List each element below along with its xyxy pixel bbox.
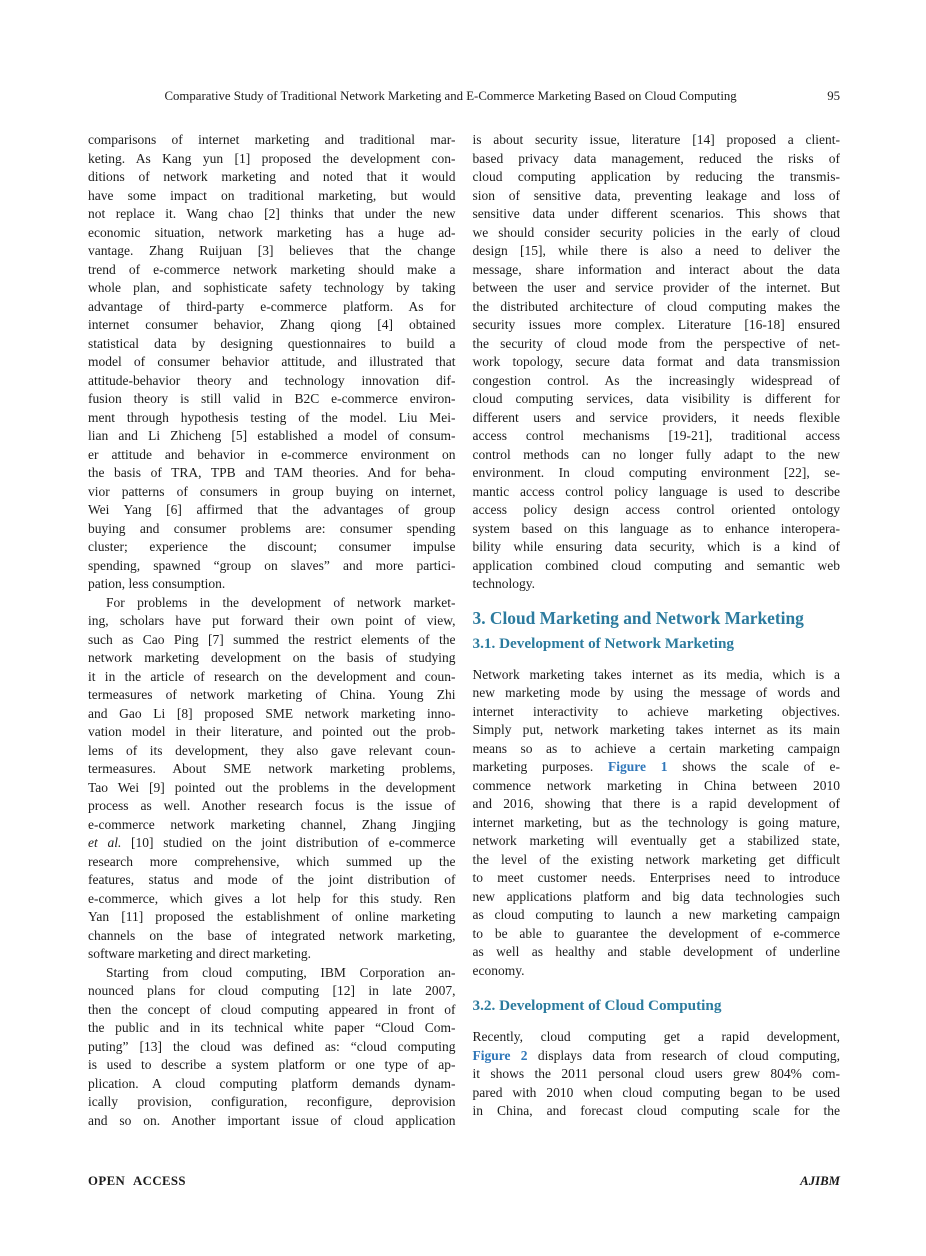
text-line: lian and Li Zhicheng [5] established a model of consum- [88,428,456,443]
text-line: process as well. Another research focus is the issue of [88,798,456,813]
text-line: design [15], while there is also a need to deliver the [472,243,840,258]
text-line: Tao Wei [9] pointed out the problems in the development [88,779,456,795]
text-line: sion of sensitive data, preventing leakage and loss of [472,187,840,203]
journal-label: AJIBM [800,1174,840,1188]
text-line: bility while ensuring data security, which is a kind of [472,539,840,554]
subsection-heading: 3.1. Development of Network Marketing [472,634,735,652]
text-segment: displays data from research of cloud computing, [527,1047,840,1063]
text-line: cluster; experience the discount; consumer impulse [88,539,456,554]
figure-link[interactable]: Figure 2 [472,1047,528,1063]
text-line: lems of its development, they also gave relevant coun- [88,742,456,758]
footer [88,1174,840,1189]
text-line: environment. In cloud computing environment [22], se- [472,465,840,480]
text-line: trend of e-commerce network marketing should make a [88,261,456,277]
text-line: ment through hypothesis testing of the model. Liu Mei- [88,409,456,425]
text-line: whole plan, and sophisticate safety technology by taking [88,280,456,295]
text-line: pared with 2010 when cloud computing began to be used [472,1084,840,1100]
text-line: fusion theory is still valid in B2C e-commerce environ- [88,391,456,406]
text-segment: shows the scale of e- [667,759,841,774]
text-line: statistical data by designing questionnaires to build a [88,335,456,351]
text-line: work topology, secure data format and data transmission [472,354,840,369]
text-line: in China, and forecast cloud computing scale for the [472,1103,840,1118]
text-line: different users and service providers, it needs flexible [472,409,840,425]
text-column-left [88,131,456,1130]
text-line: access control mechanisms [19-21], traditional access [472,428,840,443]
text-line: Yan [11] proposed the establishment of online marketing [88,909,456,924]
paragraph [473,131,841,594]
text-line: er attitude and behavior in e-commerce environment on [88,446,456,462]
text-line: based privacy data management, reduced the risks of [472,150,840,166]
text-line: cloud computing services, data visibility is different for [472,391,840,406]
text-line: sensitive data under different scenarios. This shows that [472,206,840,221]
text-line: features, status and mode of the joint distribution of [88,872,456,887]
text-line: security issues more complex. Literature [16-18] ensured [472,317,840,332]
text-line: keting. As Kang yun [1] proposed the development con- [88,150,456,166]
text-line: mantic access control policy language is used to describe [472,483,840,499]
text-line: Wei Yang [6] affirmed that the advantages of group [88,502,456,517]
text-line: vior patterns of consumers in group buying on internet, [88,483,456,499]
text-line: internet consumer behavior, Zhang qiong [4] obtained [88,317,456,332]
text-line: the distributed architecture of cloud computing makes the [472,298,840,314]
section-heading: 3. Cloud Marketing and Network Marketing [472,607,804,628]
italic-text: et al. [88,835,122,850]
text-line: For problems in the development of network market- [106,594,456,610]
text-line: termeasures of network marketing of China. Young Zhi [88,687,456,702]
text-line: advantage of third-party e-commerce platform. As for [88,298,456,314]
text-line: to meet customer needs. Enterprises need to introduce [472,870,840,885]
text-line: e-commerce, which gives a lot help for this study. Ren [88,890,456,906]
text-line: network marketing will eventually get a stabilized state, [472,833,840,848]
text-line: the level of the existing network marketing get difficult [472,851,840,867]
text-line: application combined cloud computing and semantic web [472,557,840,573]
text-line: means so as to achieve a certain marketing campaign [472,740,840,756]
paragraph [473,1028,841,1121]
text-column-right [473,131,841,1130]
text-line: Starting from cloud computing, IBM Corporation an- [106,964,456,980]
text-line: model of consumer behavior attitude, and illustrated that [88,354,456,369]
text-line: research more comprehensive, which summed up the [88,853,456,869]
text-line: congestion control. As the increasingly widespread of [472,372,840,388]
text-line: buying and consumer problems are: consumer spending [88,520,456,536]
text-line: as cloud computing to launch a new marketing campaign [472,907,840,922]
text-line: internet interactivity to achieve marketing objectives. [472,703,840,719]
page-number: 95 [827,89,840,103]
text-line: the security of cloud mode from the perspective of net- [472,335,840,351]
text-line: channels on the base of integrated network marketing, [88,927,456,943]
text-line: Recently, cloud computing get a rapid development, [472,1029,840,1044]
paragraph [473,666,841,981]
text-line: economy. [472,962,525,978]
text-line [473,758,841,777]
text-line: network marketing development on the basis of studying [88,650,456,665]
paragraph [88,964,456,1131]
text-line: pation, less consumption. [88,576,226,591]
text-line: access policy design access control oriented ontology [472,502,840,517]
text-line: Simply put, network marketing takes internet as its main [472,722,840,737]
figure-link[interactable]: Figure 1 [608,759,668,774]
text-line: is used to describe a system platform or one type of ap- [88,1057,456,1072]
text-line: Network marketing takes internet as its media, which is a [472,666,840,682]
text-line: e-commerce network marketing channel, Zhang Jingjing [88,816,456,832]
text-line: commence network marketing in China between 2010 [472,777,840,793]
text-line: message, share information and interact about the data [472,261,840,277]
text-line: internet marketing, but as the technology is going mature, [472,814,840,830]
text-line: is about security issue, literature [14] proposed a client- [472,132,840,147]
open-access-label: OPEN ACCESS [88,1174,186,1188]
text-line: and 2016, showing that there is a rapid development of [472,796,840,811]
text-line [88,834,456,853]
text-segment: marketing purposes. [472,759,609,774]
text-line: it shows the 2011 personal cloud users grew 804% com- [472,1066,840,1081]
subsection-heading: 3.2. Development of Cloud Computing [472,997,722,1014]
text-line: as well as healthy and stable development of underline [472,944,840,959]
text-line: between the user and service provider of the internet. But [472,280,840,295]
text-line: termeasures. About SME network marketing problems, [88,761,456,776]
text-line: ically provision, configuration, reconfigure, deprovision [88,1094,456,1109]
text-line: ing, scholars have put forward their own point of view, [88,613,456,628]
text-line: then the concept of cloud computing appeared in front of [88,1001,456,1017]
text-line: and Gao Li [8] proposed SME network marketing inno- [88,705,456,721]
text-segment: [10] studied on the joint distribution of e-commerce [121,835,456,850]
text-line: have some impact on traditional marketing, but would [88,187,456,203]
text-line: not replace it. Wang chao [2] thinks that under the new [88,206,456,221]
text-line: control methods can no longer fully adapt to the new [472,446,840,462]
text-line: the basis of TRA, TPB and TAM theories. And for beha- [88,465,456,480]
text-line: cloud computing application by reducing the transmis- [472,169,840,184]
running-header [88,89,840,104]
text-line: it in the article of research on the development and coun- [88,668,456,684]
text-line: software marketing and direct marketing. [88,946,312,961]
text-line: nounced plans for cloud computing [12] in late 2007, [88,983,456,998]
text-line: such as Cao Ping [7] summed the restrict elements of the [88,631,456,647]
text-line: new marketing mode by using the message of words and [472,685,840,700]
text-line: to be able to guarantee the development of e-commerce [472,925,840,941]
text-line: the public and in its technical white paper “Cloud Com- [88,1020,456,1035]
text-line: technology. [472,576,535,591]
text-line: economic situation, network marketing has a huge ad- [88,224,456,240]
text-line: ditions of network marketing and noted that it would [88,169,456,184]
text-line: vantage. Zhang Ruijuan [3] believes that the change [88,243,456,258]
text-line: new applications platform and big data technologies such [472,888,840,904]
text-line: comparisons of internet marketing and traditional mar- [88,132,456,147]
text-line: spending, spawned “group on slaves” and more partici- [88,557,456,573]
text-line: plication. A cloud computing platform demands dynam- [88,1075,456,1091]
text-line [473,1047,841,1066]
two-column-body [88,131,840,1130]
header-title: Comparative Study of Traditional Network Marketing and E-Commerce Marketing Based on Cloud Computing [164,89,737,103]
text-line: puting” [13] the cloud was defined as: “cloud computing [88,1038,456,1054]
paragraph [88,594,456,964]
text-line: and so on. Another important issue of cloud application [88,1112,456,1128]
text-line: vation model in their literature, and pointed out the prob- [88,724,456,739]
text-line: system based on this language as to enhance interopera- [472,520,840,536]
paragraph [88,131,456,594]
text-line: attitude-behavior theory and technology innovation dif- [88,372,456,388]
text-line: we should consider security policies in the early of cloud [472,224,840,240]
